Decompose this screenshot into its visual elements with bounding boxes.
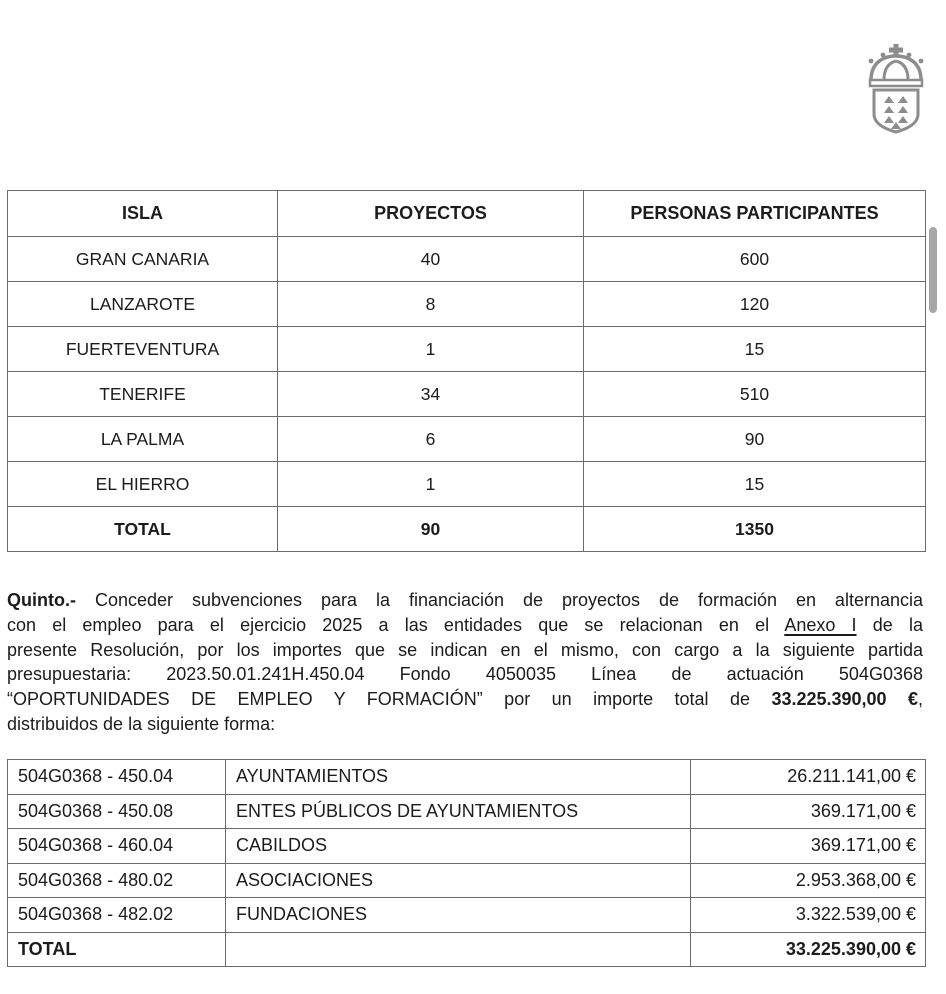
table-row (8, 829, 926, 864)
paragraph-line (7, 613, 923, 638)
cell-proyectos: 40 (278, 237, 584, 282)
paragraph-line (7, 588, 923, 613)
quinto-label: Quinto.- (7, 590, 76, 610)
table-header-row (8, 191, 926, 237)
cell-budget-code: 504G0368 - 480.02 (8, 863, 226, 898)
canarias-coat-of-arms-icon (861, 44, 931, 134)
cell-budget-code: 504G0368 - 450.08 (8, 794, 226, 829)
paragraph-text: de la (872, 614, 923, 635)
cell-personas: 15 (584, 327, 926, 372)
budget-allocation-table (7, 759, 926, 967)
cell-proyectos: 8 (278, 282, 584, 327)
cell-total-label: TOTAL (8, 507, 278, 552)
cell-total-personas: 1350 (584, 507, 926, 552)
table-row (8, 237, 926, 282)
paragraph-text: con el empleo para el ejercicio 2025 a las entidades que se relacionan en el (7, 614, 770, 635)
table-row (8, 462, 926, 507)
table-row (8, 417, 926, 462)
cell-total-amount: 33.225.390,00 € (691, 932, 926, 967)
cell-amount: 369.171,00 € (691, 794, 926, 829)
cell-personas: 600 (584, 237, 926, 282)
paragraph-text: “OPORTUNIDADES DE EMPLEO Y FORMACIÓN” por un importe total de (7, 689, 750, 710)
column-header-isla: ISLA (8, 191, 278, 237)
cell-entity-type: AYUNTAMIENTOS (226, 760, 691, 795)
cell-total-label: TOTAL (8, 932, 226, 967)
table-row (8, 282, 926, 327)
coat-of-arms-svg (861, 44, 931, 134)
cell-entity-type: CABILDOS (226, 829, 691, 864)
cell-personas: 90 (584, 417, 926, 462)
cell-entity-type: ENTES PÚBLICOS DE AYUNTAMIENTOS (226, 794, 691, 829)
paragraph-line (7, 687, 923, 712)
cell-proyectos: 6 (278, 417, 584, 462)
cell-total-proyectos: 90 (278, 507, 584, 552)
table-total-row (8, 932, 926, 967)
column-header-proyectos: PROYECTOS (278, 191, 584, 237)
quinto-paragraph (7, 588, 923, 737)
cell-isla: LA PALMA (8, 417, 278, 462)
paragraph-line: presupuestaria: 2023.50.01.241H.450.04 Fondo 4050035 Línea de actuación 504G0368 (7, 664, 923, 685)
table-row (8, 794, 926, 829)
islands-projects-table (7, 190, 926, 552)
cell-isla: EL HIERRO (8, 462, 278, 507)
paragraph-text: Conceder subvenciones para la financiación de proyectos de formación en alternancia (94, 590, 923, 610)
cell-personas: 15 (584, 462, 926, 507)
cell-amount: 3.322.539,00 € (691, 898, 926, 933)
paragraph-line: distribuidos de la siguiente forma: (7, 713, 276, 734)
cell-empty (226, 932, 691, 967)
paragraph-line: presente Resolución, por los importes que se indican en el mismo, con cargo a la siguiente partida (7, 639, 923, 660)
cell-isla: GRAN CANARIA (8, 237, 278, 282)
cell-proyectos: 34 (278, 372, 584, 417)
column-header-personas: PERSONAS PARTICIPANTES (584, 191, 926, 237)
anexo-i-reference: Anexo I (784, 614, 857, 635)
cell-isla: LANZAROTE (8, 282, 278, 327)
table-row (8, 898, 926, 933)
cell-entity-type: FUNDACIONES (226, 898, 691, 933)
cell-amount: 2.953.368,00 € (691, 863, 926, 898)
paragraph-text: , (917, 689, 923, 710)
cell-entity-type: ASOCIACIONES (226, 863, 691, 898)
table-row (8, 327, 926, 372)
cell-proyectos: 1 (278, 327, 584, 372)
cell-personas: 510 (584, 372, 926, 417)
cell-isla: FUERTEVENTURA (8, 327, 278, 372)
vertical-scrollbar-thumb[interactable] (929, 227, 937, 313)
cell-isla: TENERIFE (8, 372, 278, 417)
cell-personas: 120 (584, 282, 926, 327)
cell-amount: 369.171,00 € (691, 829, 926, 864)
table-row (8, 372, 926, 417)
table-row (8, 760, 926, 795)
cell-amount: 26.211.141,00 € (691, 760, 926, 795)
cell-budget-code: 504G0368 - 482.02 (8, 898, 226, 933)
table-total-row (8, 507, 926, 552)
table-row (8, 863, 926, 898)
cell-budget-code: 504G0368 - 450.04 (8, 760, 226, 795)
cell-budget-code: 504G0368 - 460.04 (8, 829, 226, 864)
cell-proyectos: 1 (278, 462, 584, 507)
total-amount-inline: 33.225.390,00 € (771, 689, 918, 710)
